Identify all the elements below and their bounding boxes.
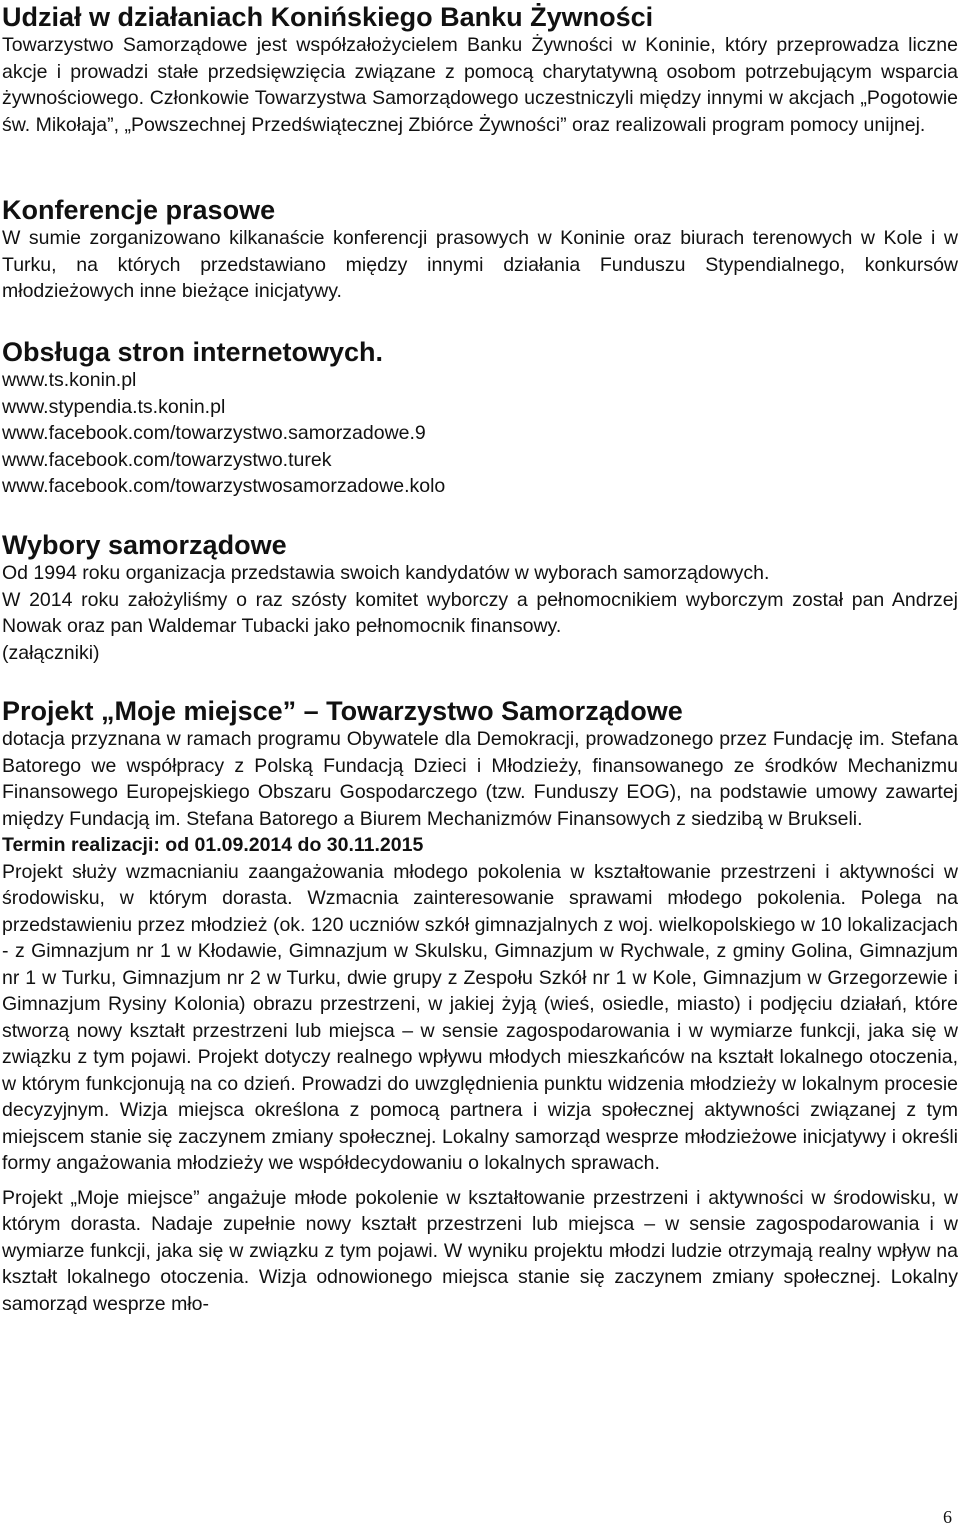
project-term: Termin realizacji: od 01.09.2014 do 30.11.2015 bbox=[2, 834, 424, 856]
website-link[interactable]: www.ts.konin.pl bbox=[2, 369, 137, 391]
section-elections bbox=[2, 530, 958, 666]
website-link[interactable]: www.facebook.com/towarzystwo.samorzadowe.9 bbox=[2, 422, 426, 444]
attachments-note: (załączniki) bbox=[2, 641, 100, 664]
paragraph-elections-history: Od 1994 roku organizacja przedstawia swoich kandydatów w wyborach samorządowych. bbox=[2, 562, 770, 584]
section-project bbox=[2, 696, 958, 1317]
heading-websites: Obsługa stron internetowych. bbox=[2, 337, 384, 367]
section-websites bbox=[2, 337, 958, 500]
website-link[interactable]: www.facebook.com/towarzystwosamorzadowe.kolo bbox=[2, 475, 446, 497]
paragraph-food-bank: Towarzystwo Samorządowe jest współzałożycielem Banku Żywności w Koninie, który przeprowadza liczne akcje i prowadzi stałe przedsięwzięcia związane z pomocą charytatywną osobom potrzebującym wsparcia żywnościowego. Członkowie Towarzystwa Samorządowego uczestniczyli między innymi w akcjach „Pogotowie św. Mikołaja”, „Powszechnej Przedświątecznej Zbiórce Żywności” oraz realizowali program pomocy unijnej. bbox=[2, 34, 958, 136]
paragraph-press-conferences: W sumie zorganizowano kilkanaście konferencji prasowych w Koninie oraz biurach terenowych w Kole i w Turku, na których przedstawiano między innymi działania Funduszu Stypendialnego, konkursów młodzieżowych inne bieżące inicjatywy. bbox=[2, 227, 958, 302]
page-number: 6 bbox=[943, 1507, 952, 1527]
paragraph-project-description: Projekt służy wzmacnianiu zaangażowania młodego pokolenia w kształtowanie przestrzeni i aktywności w środowisku, w którym dorasta. Wzmacnia zainteresowanie sprawami młodego pokolenia. Polega na przedstawieniu przez młodzież (ok. 120 uczniów szkół gimnazjalnych z woj. wielkopolskiego w 10 lokalizacjach - z Gimnazjum nr 1 w Kłodawie, Gimnazjum w Skulsku, Gimnazjum w Rychwale, z gminy Golina, Gimnazjum nr 1 w Turku, Gimnazjum nr 2 w Turku, dwie grupy z Zespołu Szkół nr 1 w Kole, Gimnazjum w Grzegorzewie i Gimnazjum Rysiny Kolonia) obrazu przestrzeni, w jakiej żyją (wieś, osiedle, miasto) i podjęciu działań, które stworzą nowy kształt przestrzeni lub miejsca – w sensie zagospodarowania i w wymiarze funkcji, jaka się w związku z tym pojawi. Projekt dotyczy realnego wpływu młodych mieszkańców na kształt lokalnego otoczenia, w którym funkcjonują na co dzień. Prowadzi do uwzględnienia punktu widzenia młodzieży w lokalnym procesie decyzyjnym. Wizja miejsca określona z pomocą partnera i wizja społecznej aktywności związanej z tym miejscem stanie się zaczynem zmiany społecznej. Lokalny samorząd wesprze młodzieżowe inicjatywy i określi formy angażowania młodzieży we współdecydowaniu o lokalnych sprawach. bbox=[2, 860, 958, 1174]
website-link[interactable]: www.stypendia.ts.konin.pl bbox=[2, 395, 226, 418]
paragraph-elections-2014: W 2014 roku założyliśmy o raz szósty komitet wyborczy a pełnomocnikiem wyborczym został pan Andrzej Nowak oraz pan Waldemar Tubacki jako pełnomocnik finansowy. bbox=[2, 588, 958, 637]
paragraph-project-funding: dotacja przyznana w ramach programu Obywatele dla Demokracji, prowadzonego przez Fundację im. Stefana Batorego we współpracy z Polską Fundacją Dzieci i Młodzieży, finansowanego ze środków Mechanizmu Finansowego Europejskiego Obszaru Gospodarczego (tzw. Funduszy EOG), na podstawie umowy zawartej między Fundacją im. Stefana Batorego a Biurem Mechanizmów Finansowych z siedzibą w Brukseli. bbox=[2, 728, 958, 830]
heading-press-conferences: Konferencje prasowe bbox=[2, 195, 276, 225]
heading-food-bank: Udział w działaniach Konińskiego Banku Żywności bbox=[2, 2, 654, 32]
heading-project: Projekt „Moje miejsce” – Towarzystwo Samorządowe bbox=[2, 696, 683, 726]
paragraph-project-engagement: Projekt „Moje miejsce” angażuje młode pokolenie w kształtowanie przestrzeni i aktywności w środowisku, w którym dorasta. Nadaje zupełnie nowy kształt przestrzeni lub miejsca – w sensie zagospodarowania i w wymiarze funkcji, jaka się w związku z tym pojawi. W wyniku projektu młodzi ludzie otrzymają realny wpływ na kształt lokalnego otoczenia. Wizja odnowionego miejsca stanie się zaczynem zmiany społecznej. Lokalny samorząd wesprze mło- bbox=[2, 1186, 958, 1315]
website-list bbox=[2, 367, 958, 500]
heading-elections: Wybory samorządowe bbox=[2, 530, 287, 560]
section-press-conferences bbox=[2, 195, 958, 305]
website-link[interactable]: www.facebook.com/towarzystwo.turek bbox=[2, 448, 332, 471]
section-food-bank bbox=[2, 2, 958, 138]
